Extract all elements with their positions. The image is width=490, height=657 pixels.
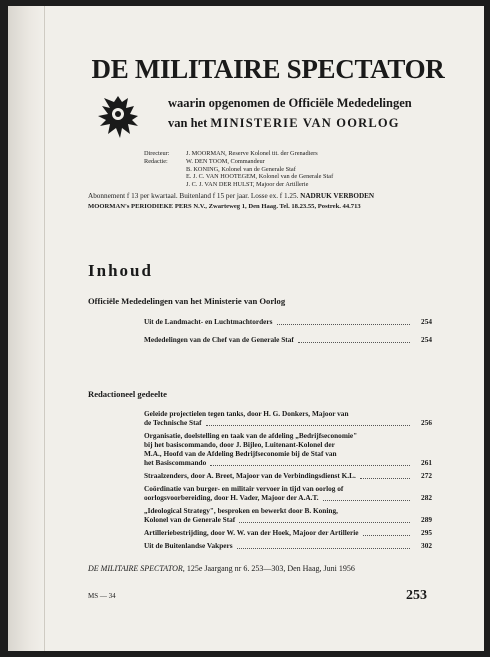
toc-entry-line — [144, 419, 432, 428]
staff-row — [144, 181, 333, 189]
toc-entry — [144, 485, 432, 503]
staff-label — [144, 166, 186, 174]
toc-entry-line — [144, 494, 432, 503]
binding-spine — [8, 6, 45, 651]
subtitle-line-1: waarin opgenomen de Officiële Mededelingen — [168, 96, 412, 110]
toc-entry-text: „Ideological Strategy", besproken en bewerkt door B. Koning, — [144, 505, 338, 515]
lion-emblem-icon — [94, 92, 146, 144]
toc-entry-list — [144, 410, 432, 555]
toc-entry-line — [144, 472, 432, 481]
subtitle-line-2 — [168, 116, 400, 131]
toc-entry-text: Kolonel van de Generale Staf — [144, 514, 236, 524]
toc-entry-line — [144, 516, 432, 525]
leader-dots — [323, 500, 410, 501]
toc-page-number: 254 — [421, 317, 432, 326]
toc-entry-line — [144, 336, 432, 345]
staff-label — [144, 173, 186, 181]
toc-section-title: Redactioneel gedeelte — [88, 389, 167, 399]
staff-label: Redactie: — [144, 157, 168, 165]
toc-entry-text: oorlogsvoorbereiding, door H. Vader, Majoor der A.A.T. — [144, 492, 319, 502]
toc-page-number: 302 — [421, 541, 432, 550]
toc-entry — [144, 542, 432, 551]
leader-dots — [360, 478, 410, 479]
page-number: 253 — [406, 588, 427, 603]
staff-row — [144, 173, 333, 181]
toc-entry — [144, 410, 432, 428]
toc-entry-line — [144, 529, 432, 538]
subscription-line — [88, 192, 374, 200]
leader-dots — [206, 425, 410, 426]
leader-dots — [363, 535, 411, 536]
toc-page-number: 289 — [421, 514, 432, 524]
toc-heading: Inhoud — [88, 261, 153, 280]
toc-entry — [144, 472, 432, 481]
footer-journal: DE MILITAIRE SPECTATOR, — [88, 564, 185, 573]
toc-entry-text: Uit de Buitenlandse Vakpers — [144, 541, 233, 550]
subscription-text: Abonnement f 13 per kwartaal. Buitenland f 15 per jaar. Losse ex. f 1.25. — [88, 192, 299, 200]
subtitle-ministry: MINISTERIE VAN OORLOG — [210, 116, 400, 130]
toc-page-number: 282 — [421, 492, 432, 502]
footer-issue: 125e Jaargang nr 6. 253—303, Den Haag, Juni 1956 — [186, 564, 355, 573]
leader-dots — [298, 342, 410, 343]
toc-entry-text: Coördinatie van burger- en militair vervoer in tijd van oorlog of — [144, 483, 344, 493]
leader-dots — [277, 324, 410, 325]
toc-entry-text: bij het basiscommando, door J. Bijleo, Luitenant-Kolonel der — [144, 439, 335, 449]
toc-entry-text: Geleide projectielen tegen tanks, door H. G. Donkers, Majoor van — [144, 409, 349, 418]
toc-entry-text: Organisatie, doelstelling en taak van de afdeling „Bedrijfseconomie" — [144, 431, 358, 440]
subtitle-prefix: van het — [168, 116, 208, 130]
toc-entry-text: het Basiscommando — [144, 457, 207, 467]
toc-page-number: 256 — [421, 417, 432, 427]
staff-name: B. KONING, Kolonel van de Generale Staf — [186, 165, 296, 173]
toc-entry-text: Mededelingen van de Chef van de Generale Staf — [144, 335, 294, 344]
document-page — [8, 6, 484, 651]
staff-label: Directeur: — [144, 150, 170, 157]
staff-row — [144, 158, 333, 166]
reprint-notice: NADRUK VERBODEN — [300, 192, 375, 200]
toc-entry-line — [144, 318, 432, 327]
staff-list — [144, 150, 333, 189]
staff-name: J. C. J. VAN DER HULST, Majoor der Artillerie — [186, 181, 309, 189]
ms-code: MS — 34 — [88, 592, 116, 600]
toc-entry-text: Straalzenders, door A. Breet, Majoor van de Verbindingsdienst K.L. — [144, 470, 356, 480]
leader-dots — [237, 548, 410, 549]
staff-label — [144, 181, 186, 189]
staff-name: J. MOORMAN, Reserve Kolonel tit. der Grenadiers — [186, 150, 318, 157]
masthead-title: DE MILITAIRE SPECTATOR — [91, 54, 445, 84]
toc-section-title: Officiële Mededelingen van het Ministerie van Oorlog — [88, 296, 286, 306]
staff-name: E. J. C. VAN HOOTEGEM, Kolonel van de Generale Staf — [186, 173, 334, 181]
toc-entry — [144, 336, 432, 345]
toc-entry — [144, 529, 432, 538]
toc-entry — [144, 318, 432, 327]
toc-entry-text: Uit de Landmacht- en Luchtmachtorders — [144, 317, 273, 326]
staff-row — [144, 150, 333, 158]
toc-entry-line — [144, 459, 432, 468]
toc-entry — [144, 432, 432, 468]
leader-dots — [239, 522, 410, 523]
toc-entry-line — [144, 542, 432, 551]
staff-name: W. DEN TOOM, Commandeur — [186, 157, 265, 165]
toc-entry-text: de Technische Staf — [144, 417, 202, 427]
leader-dots — [210, 465, 410, 466]
toc-page-number: 295 — [421, 527, 432, 537]
publisher-line: MOORMAN's PERIODIEKE PERS N.V., Zwarteweg 1, Den Haag. Tel. 18.23.55, Postrek. 44.713 — [88, 203, 361, 210]
toc-page-number: 261 — [421, 457, 432, 467]
toc-entry — [144, 507, 432, 525]
toc-entry-text: Artilleriebestrijding, door W. W. van der Hoek, Majoor der Artillerie — [144, 527, 359, 537]
staff-row — [144, 166, 333, 174]
toc-entry-text: M.A., Hoofd van de Afdeling Bedrijfseconomie bij de Staf van — [144, 448, 337, 458]
issue-footer — [88, 564, 355, 573]
toc-page-number: 272 — [421, 470, 432, 480]
toc-page-number: 254 — [421, 335, 432, 344]
